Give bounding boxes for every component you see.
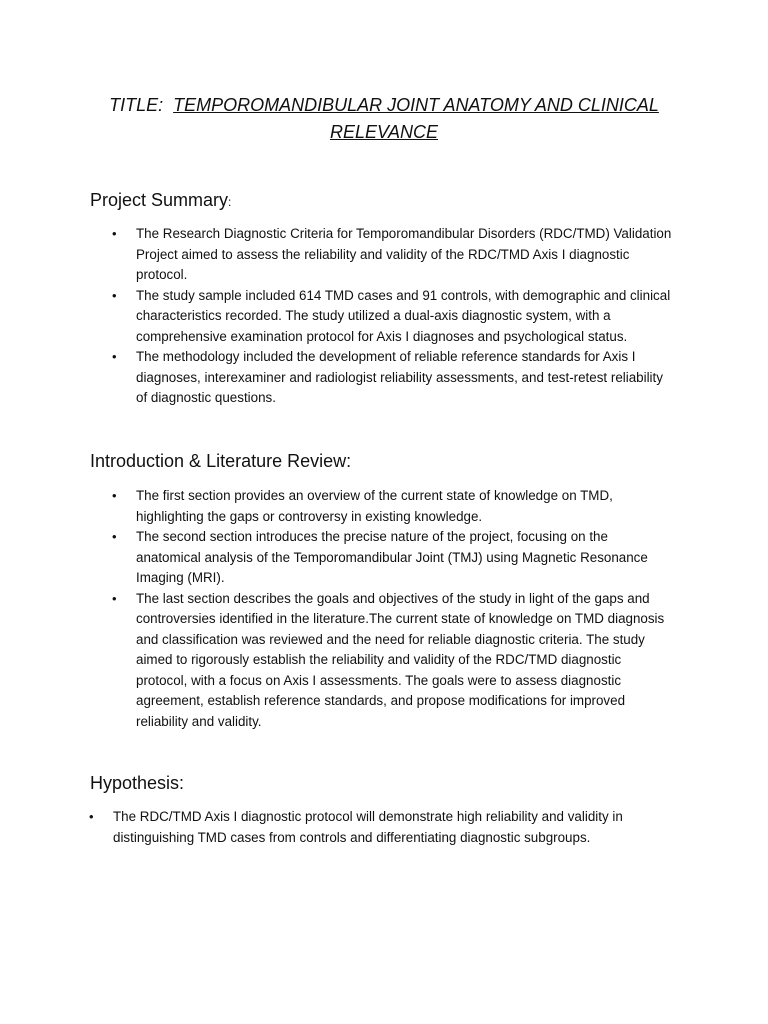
list-item-text: The study sample included 614 TMD cases and 91 controls, with demographic and clinical characteristics recorded. The study utilized a dual-axis diagnostic system, with a comprehensive examination protocol for Axis I diagnoses and psychological status. xyxy=(136,287,671,344)
list-item-text: The second section introduces the precise nature of the project, focusing on the anatomical analysis of the Temporomandibular Joint (TMJ) using Magnetic Resonance Imaging (MRI). xyxy=(136,529,648,585)
bullet-icon: • xyxy=(112,529,117,544)
bullet-icon: • xyxy=(89,809,94,824)
introduction-heading: Introduction & Literature Review: xyxy=(90,451,352,471)
introduction-list xyxy=(112,486,676,732)
bullet-icon: • xyxy=(112,590,117,606)
project-summary-list xyxy=(112,224,676,409)
list-item xyxy=(112,486,676,527)
bullet-icon: • xyxy=(112,287,117,303)
list-item-text: The RDC/TMD Axis I diagnostic protocol will demonstrate high reliability and validity in distinguishing TMD cases from controls and differentiating diagnostic subgroups. xyxy=(113,809,623,845)
title-lead: TITLE: xyxy=(109,95,164,115)
list-item xyxy=(89,807,673,848)
hypothesis-heading: Hypothesis: xyxy=(90,773,185,793)
list-item-text: The first section provides an overview of the current state of knowledge on TMD, highlighting the gaps or controversy in existing knowledge. xyxy=(136,488,613,524)
project-summary-heading xyxy=(90,188,231,214)
list-item xyxy=(112,527,676,589)
bullet-icon: • xyxy=(112,349,117,364)
bullet-icon: • xyxy=(112,226,117,241)
hypothesis-list xyxy=(89,807,673,848)
document-title xyxy=(100,92,668,146)
list-item xyxy=(112,286,676,348)
title-text: TEMPOROMANDIBULAR JOINT ANATOMY AND CLINICAL RELEVANCE xyxy=(173,95,659,142)
list-item xyxy=(112,589,676,733)
list-item xyxy=(112,224,676,286)
project-summary-heading-text: Project Summary xyxy=(90,190,229,210)
list-item-text: The methodology included the development of reliable reference standards for Axis I diagnoses, interexaminer and radiologist reliability assessments, and test-retest reliability of diagnostic questions. xyxy=(136,349,663,405)
bullet-icon: • xyxy=(112,488,117,503)
list-item xyxy=(112,347,676,409)
list-item-text: The Research Diagnostic Criteria for Temporomandibular Disorders (RDC/TMD) Validation Project aimed to assess the reliability and validity of the RDC/TMD Axis I diagnostic protocol. xyxy=(136,226,672,282)
list-item-text: The last section describes the goals and objectives of the study in light of the gaps and controversies identified in the literature.The current state of knowledge on TMD diagnosis and classification was reviewed and the need for reliable diagnostic criteria. The study aimed to rigorously establish the reliability and validity of the RDC/TMD diagnostic protocol, with a focus on Axis I assessments. The goals were to assess diagnostic agreement, establish reference standards, and propose modifications for improved reliability and validity. xyxy=(136,590,665,729)
project-summary-colon: : xyxy=(228,195,232,209)
